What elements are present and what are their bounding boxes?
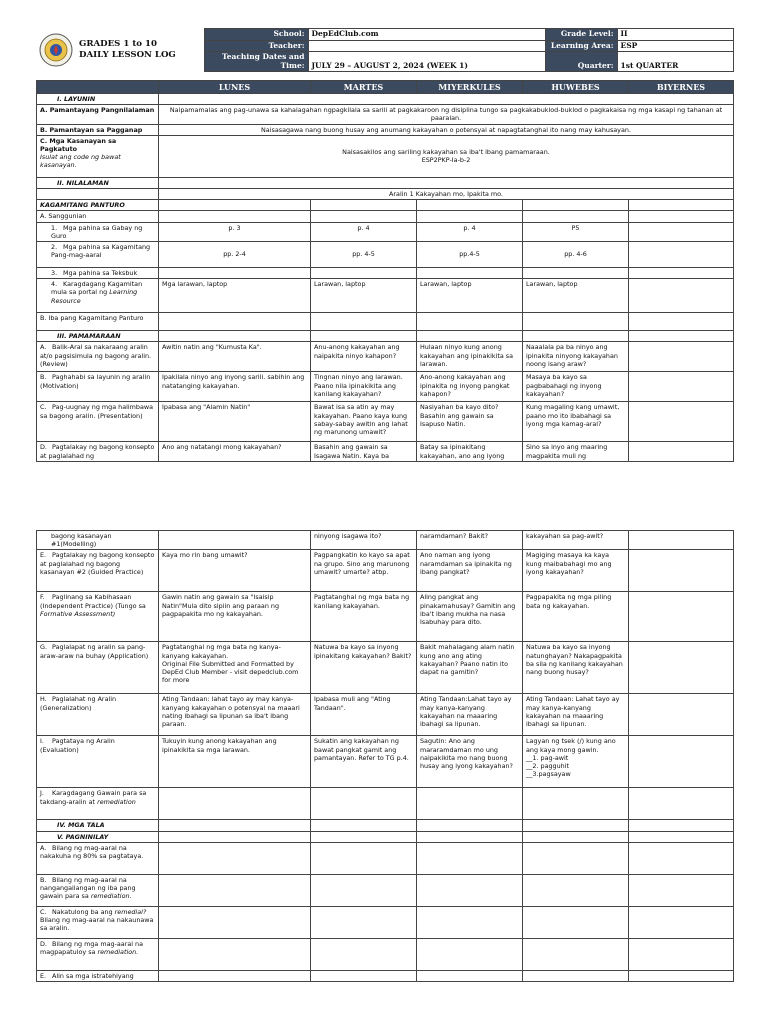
presentation-fri [629,402,734,442]
re-mon [159,970,311,981]
row-label-istratehiya [37,970,159,981]
istratehiya-label: Alin sa mga istratehiyang [52,971,134,980]
kagamitan-fri [629,200,734,211]
checklist-item-1: __1. pag-awit [526,753,569,762]
header-logo-cell [36,29,204,72]
modelling-label-continued: bagong kasanayan #1(Modelling) [37,531,159,550]
number-3: 3. [51,269,58,278]
modelling-thu: Sino sa inyo ang maaring magpakita muli ng [523,442,629,462]
re-wed [417,970,523,981]
independent-wed: Aling pangkat ang pinakamahusay? Gamitin ang iba't ibang mukha na nasa Isabuhay para dito. [417,592,523,642]
rc-tue [311,906,417,938]
day-header-martes: MARTES [311,81,417,94]
iba-pang-wed [417,313,523,331]
evaluation-thu-text: Lagyan ng tsek (/) kung ano ang kaya mong gawin. [526,737,616,754]
row-label-pamantayan-sa-pagganap: B. Pamantayan sa Pagganap [37,124,159,135]
pagninilay-wed [417,831,523,842]
application-label: Paglalapat ng aralin sa pang-araw-araw na buhay (Application) [40,643,149,660]
day-header-huwebes: HUWEBES [523,81,629,94]
karagdagang-wed: Larawan, laptop [417,279,523,313]
row-label-evaluation [37,736,159,788]
learning-area-label: Learning Area: [545,40,617,52]
row-label-iba-pang-gawain [37,874,159,906]
day-header-miyerkules: MIYERKULES [417,81,523,94]
modelling-cont-mon [159,531,311,550]
modelling-fri [629,442,734,462]
checklist-item-2: __2. pagguhit [526,762,569,771]
motivation-label: Paghahabi sa layunin ng aralin (Motivation) [40,373,151,390]
evaluation-label: Pagtataya ng Aralin (Evaluation) [40,737,115,754]
letter-c: C. [40,403,47,412]
magpapatuloy-label: Bilang ng mga mag-aaral na magpapatuloy sa [40,939,144,957]
section-nilalaman-fill [159,177,734,188]
school-label: School: [204,29,308,41]
rd-thu [523,938,629,970]
kagamitan-mon [159,200,311,211]
independent-fri [629,592,734,642]
row-label-kagamitang-pang-mag-aaral [37,242,159,268]
modelling-cont-tue: ninyong isagawa ito? [311,531,417,550]
gabay-fri [629,222,734,241]
karagdagang-thu: Larawan, laptop [523,279,629,313]
re-fri [629,970,734,981]
remedial-label-1: Nakatulong ba ang [52,907,113,916]
letter-a: A. [40,343,47,352]
r80-thu [523,842,629,874]
modelling-mon: Ano ang natatangi mong kakayahan? [159,442,311,462]
iba-pang-fri [629,313,734,331]
karagdagang-mon: Mga larawan, laptop [159,279,311,313]
days-header-corner [37,81,159,94]
days-header-row [37,81,734,94]
quarter-label: Quarter: [545,52,617,72]
takdang-fri [629,788,734,820]
rd-tue [311,938,417,970]
evaluation-thu [523,736,629,788]
modelling-label: Pagtalakay ng bagong konsepto at paglalahad ng [40,443,155,460]
kasanayan-code: ESP2PKP-Ia-b-2 [421,156,471,165]
sanggunian-wed [417,211,523,222]
kagamitang-wed: pp.4-5 [417,242,523,268]
pamamaraan-mon [159,331,311,342]
row-label-pamantayang-pangnilalaman: A. Pamantayang Pangnilalaman [37,105,159,124]
teksbuk-wed [417,268,523,279]
checklist-item-3: __3.pagsayaw [526,770,571,779]
header-table [36,28,734,72]
teksbuk-tue [311,268,417,279]
tala-tue [311,820,417,831]
remediation-label-2: remediation. [90,892,132,901]
row-label-guided-practice [37,550,159,592]
kagamitang-mon: pp. 2-4 [159,242,311,268]
row-label-generalization [37,694,159,736]
rb-mon [159,874,311,906]
deped-seal-icon [39,33,73,67]
letter-d: D. [40,443,47,452]
r80-wed [417,842,523,874]
sanggunian-fri [629,211,734,222]
letter-f: F. [40,593,45,602]
teksbuk-fri [629,268,734,279]
gabay-ng-guro-label: Mga pahina sa Gabay ng Guro [51,223,143,240]
row-label-presentation [37,402,159,442]
presentation-mon: Ipabasa ang "Alamin Natin" [159,402,311,442]
rc-mon [159,906,311,938]
presentation-label: Pag-uugnay ng mga halimbawa sa bagong aralin. (Presentation) [40,403,154,420]
section-layunin: I. LAYUNIN [37,94,159,105]
teksbuk-mon [159,268,311,279]
row-label-motivation [37,372,159,402]
application-wed: Bakit mahalagang alam natin kung ano ang ating kakayahan? Paano natin ito dapat na gamitin? [417,642,523,694]
teacher-value [308,40,545,52]
rb-thu [523,874,629,906]
reflection-letter-a: A. [40,843,47,852]
kagamitan-wed [417,200,523,211]
sanggunian-thu [523,211,629,222]
kagamitan-tue [311,200,417,211]
evaluation-mon: Tukuyin kung anong kakayahan ang ipinakikita sa mga larawan. [159,736,311,788]
guided-practice-label: Pagtalakay ng bagong konsepto at paglalahad ng bagong kasanayan #2 (Guided Practice) [40,551,155,576]
iba-pang-gawain-label: Bilang ng mag-aaral na nangangailangan ng iba pang gawain para sa [40,875,136,901]
rc-fri [629,906,734,938]
80-percent-label: Bilang ng mag-aaral na nakakuha ng 80% sa pagtataya. [40,843,144,861]
section-layunin-fill [159,94,734,105]
section-pamamaraan: III. PAMAMARAAN [37,331,159,342]
pamamaraan-thu [523,331,629,342]
reflection-letter-e: E. [40,971,47,980]
review-wed: Hulaan ninyo kung anong kakayahan ang ipinakikita sa larawan. [417,342,523,372]
sanggunian-mon [159,211,311,222]
karagdagang-kagamitan-label: Karagdagang Kagamitan mula sa portal ng [51,280,143,297]
quarter-value: 1st QUARTER [617,52,733,72]
lesson-table-page-1 [36,80,734,462]
remedial-label-italic: remedial? [114,907,147,916]
kagamitang-thu: pp. 4-6 [523,242,629,268]
review-fri [629,342,734,372]
re-tue [311,970,417,981]
pamamaraan-fri [629,331,734,342]
letter-i: I. [40,737,44,746]
section-mga-tala: IV. MGA TALA [37,820,159,831]
kasanayan-label: C. Mga Kasanayan sa Pagkatuto [40,136,117,154]
remediation-label-3: remediation. [97,948,139,957]
deped-club-note: Original File Submitted and Formatted by DepEd Club Member - visit depedclub.com for more [162,659,299,685]
lesson-log-page-2 [36,530,733,982]
karagdagang-fri [629,279,734,313]
rb-tue [311,874,417,906]
pamantayan-sa-pagganap-value: Naisasagawa nang buong husay ang anumang kakayahan o potensyal at napagtatanghal ito nang may kahusayan. [159,124,734,135]
section-kagamitang-panturo: KAGAMITANG PANTURO [37,200,159,211]
presentation-tue: Bawat isa sa atin ay may kakayahan. Paano kaya kung sabay-sabay awitin ang lahat ng marunong umawit? [311,402,417,442]
evaluation-wed: Sagutin: Ano ang mararamdaman mo ung naipakikita mo nang buong husay ang iyong kakayahan? [417,736,523,788]
reflection-letter-c: C. [40,907,47,916]
takdang-thu [523,788,629,820]
karagdagang-tue: Larawan, laptop [311,279,417,313]
application-thu: Natuwa ba kayo sa inyong natunghayan? Nakapagpakita ba sila ng kanilang kakayahan nang buong husay? [523,642,629,694]
rb-fri [629,874,734,906]
independent-mon: Gawin natin ang gawain sa "Isaisip Natin"Mula dito sipiin ang paraan ng pagpapakita mo ng kakayahan. [159,592,311,642]
teaching-dates-value: JULY 29 – AUGUST 2, 2024 (WEEK 1) [308,52,545,72]
pamantayang-pangnilalaman-value: Naipamamalas ang pag-unawa sa kahalagahan ngpagkilala sa sarili at pagkakaroon ng disiplina tungo sa pagkakabuklod-buklod o pagkakaisa ng mga kasapi ng tahanan at paaralan. [159,105,734,124]
remedial-label-2: Bilang ng mag-aaral na nakaunawa sa aralin. [40,916,154,933]
re-thu [523,970,629,981]
gabay-wed: p. 4 [417,222,523,241]
modelling-cont-thu: kakayahan sa pag-awit? [523,531,629,550]
number-2: 2. [51,243,58,252]
application-fri [629,642,734,694]
teksbuk-label: Mga pahina sa Teksbuk [63,269,138,278]
generalization-mon: Ating Tandaan: lahat tayo ay may kanya-kanyang kakayahan o potensyal na maaari nating ibahagi sa lipunan sa iba't ibang paraan. [159,694,311,736]
guided-fri [629,550,734,592]
guided-tue: Pagpangkatin ko kayo sa apat na grupo. Sino ang marunong umawit? umarte? atbp. [311,550,417,592]
motivation-tue: Tingnan ninyo ang larawan. Paano nila ipinakikita ang kanilang kakayahan? [311,372,417,402]
kasanayan-value [159,135,734,177]
pagninilay-thu [523,831,629,842]
rd-wed [417,938,523,970]
kagamitang-tue: pp. 4-5 [311,242,417,268]
row-label-80-percent [37,842,159,874]
generalization-tue: Ipabasa muli ang "Ating Tandaan". [311,694,417,736]
independent-thu: Pagpapakita ng mga piling bata ng kakayahan. [523,592,629,642]
number-1: 1. [51,223,58,232]
motivation-wed: Ano-anong kakayahan ang ipinakita ng inyong pangkat kahapon? [417,372,523,402]
application-mon [159,642,311,694]
tala-mon [159,820,311,831]
iba-pang-tue [311,313,417,331]
aralin-title: Aralin 1 Kakayahan mo, Ipakita mo. [159,189,734,200]
day-header-biyernes: BIYERNES [629,81,734,94]
row-label-modelling [37,442,159,462]
evaluation-fri [629,736,734,788]
row-label-magpapatuloy [37,938,159,970]
section-pagninilay: V. PAGNINILAY [37,831,159,842]
grade-level-label: Grade Level: [545,29,617,41]
grade-level-value: II [617,29,733,41]
row-label-gabay-ng-guro [37,222,159,241]
learning-resource-label: Learning Resource [51,288,138,305]
row-label-remedial [37,906,159,938]
reflection-letter-d: D. [40,939,47,948]
tala-fri [629,820,734,831]
letter-g: G. [40,643,47,652]
review-thu: Naaalala pa ba ninyo ang ipinakita ninyong kakayahan noong isang araw? [523,342,629,372]
r80-mon [159,842,311,874]
guided-thu: Magiging masaya ka kaya kung maibabahagi mo ang iyong kakayahan? [523,550,629,592]
school-value: DepEdClub.com [308,29,545,41]
review-tue: Anu-anong kakayahan ang naipakita ninyo kahapon? [311,342,417,372]
takdang-mon [159,788,311,820]
row-label-review [37,342,159,372]
application-tue: Natuwa ba kayo sa inyong ipinakitang kakayahan? Bakit? [311,642,417,694]
gabay-mon: p. 3 [159,222,311,241]
generalization-label: Paglalahat ng Aralin (Generalization) [40,695,117,712]
presentation-wed: Nasiyahan ba kayo dito? Basahin ang gawain sa Isapuso Natin. [417,402,523,442]
takdang-wed [417,788,523,820]
modelling-cont-wed: naramdaman? Bakit? [417,531,523,550]
presentation-thu: Kung magaling kang umawit, paano mo ito ibabahagi sa iyong mga kamag-aral? [523,402,629,442]
tala-thu [523,820,629,831]
motivation-thu: Masaya ba kayo sa pagbabahagi ng inyong kakayahan? [523,372,629,402]
row-label-teksbuk [37,268,159,279]
iba-pang-mon [159,313,311,331]
tala-wed [417,820,523,831]
guided-wed: Ano naman ang iyong naramdaman sa ipinakita ng ibang pangkat? [417,550,523,592]
pagninilay-fri [629,831,734,842]
review-label: Balik-Aral sa nakaraang aralin at/o pagsisimula ng bagong aralin.(Review) [40,343,152,368]
review-mon: Awitin natin ang "Kumusta Ka". [159,342,311,372]
kasanayan-sublabel: Isulat ang code ng bawat kasanayan. [40,153,121,170]
row-label-karagdagang-kagamitan [37,279,159,313]
independent-tue: Pagtatanghal ng mga bata ng kanilang kakayahan. [311,592,417,642]
letter-j: J. [40,789,44,798]
guided-mon: Kaya mo rin bang umawit? [159,550,311,592]
formative-assessment-label: Formative Assessment) [40,609,116,618]
row-label-application [37,642,159,694]
letter-h: H. [40,695,47,704]
kasanayan-value-text: Naisasakilos ang sariling kakayahan sa iba't ibang pamamaraan. [342,148,550,157]
independent-practice-label: Paglinang sa Kabihasaan (Independent Practice) (Tungo sa [40,593,146,610]
motivation-mon: Ipakilala ninyo ang inyong sarili. sabihin ang natatanging kakayahan. [159,372,311,402]
rd-fri [629,938,734,970]
rb-wed [417,874,523,906]
document-title-line-2: DAILY LESSON LOG [79,50,176,60]
pagninilay-tue [311,831,417,842]
section-nilalaman: II. NILALAMAN [37,177,159,188]
generalization-thu: Ating Tandaan: Lahat tayo ay may kanya-kanyang kakayahan na maaaring ibahagi sa lipunan. [523,694,629,736]
gabay-thu: P5 [523,222,629,241]
teaching-dates-label-line-1: Teaching Dates and [221,52,305,61]
modelling-wed: Batay sa ipinakitang kakayahan, ano ang iyong [417,442,523,462]
teaching-dates-label-line-2: Time: [280,60,305,70]
aralin-label-cell [37,189,159,200]
gabay-tue: p. 4 [311,222,417,241]
rd-mon [159,938,311,970]
learning-area-value: ESP [617,40,733,52]
teaching-dates-label [204,52,308,72]
day-header-lunes: LUNES [159,81,311,94]
evaluation-tue: Sukatin ang kakayahan ng bawat pangkat gamit ang pamantayan. Refer to TG p.4. [311,736,417,788]
application-mon-text: Pagtatanghal ng mga bata ng kanya-kanyang kakayahan. [162,643,281,660]
pagninilay-mon [159,831,311,842]
modelling-cont-fri [629,531,734,550]
row-label-takdang-aralin [37,788,159,820]
rc-wed [417,906,523,938]
sanggunian-tue [311,211,417,222]
pamamaraan-wed [417,331,523,342]
kagamitang-fri [629,242,734,268]
letter-b: B. [40,373,47,382]
kagamitang-pang-mag-aaral-label: Mga pahina sa Kagamitang Pang-mag-aaral [51,243,151,260]
takdang-tue [311,788,417,820]
motivation-fri [629,372,734,402]
r80-tue [311,842,417,874]
rc-thu [523,906,629,938]
kagamitan-thu [523,200,629,211]
r80-fri [629,842,734,874]
modelling-tue: Basahin ang gawain sa Isagawa Natin. Kaya ba [311,442,417,462]
lesson-log-page-1 [36,28,733,462]
lesson-table-page-2 [36,530,734,982]
row-label-iba-pang-kagamitan: B. Iba pang Kagamitang Panturo [37,313,159,331]
row-label-independent-practice [37,592,159,642]
row-label-sanggunian: A. Sanggunian [37,211,159,222]
pamamaraan-tue [311,331,417,342]
teksbuk-thu [523,268,629,279]
document-title-line-1: GRADES 1 to 10 [79,39,157,49]
reflection-letter-b: B. [40,875,47,884]
row-label-kasanayan [37,135,159,177]
number-4: 4. [51,280,58,289]
takdang-aralin-label: Karagdagang Gawain para sa takdang-aralin at [40,789,147,806]
generalization-wed: Ating Tandaan:Lahat tayo ay may kanya-kanyang kakayahan na maaaring ibahagi sa lipunan. [417,694,523,736]
iba-pang-thu [523,313,629,331]
teacher-label: Teacher: [204,40,308,52]
letter-e: E. [40,551,47,560]
remediation-label: remediation [97,797,136,806]
generalization-fri [629,694,734,736]
